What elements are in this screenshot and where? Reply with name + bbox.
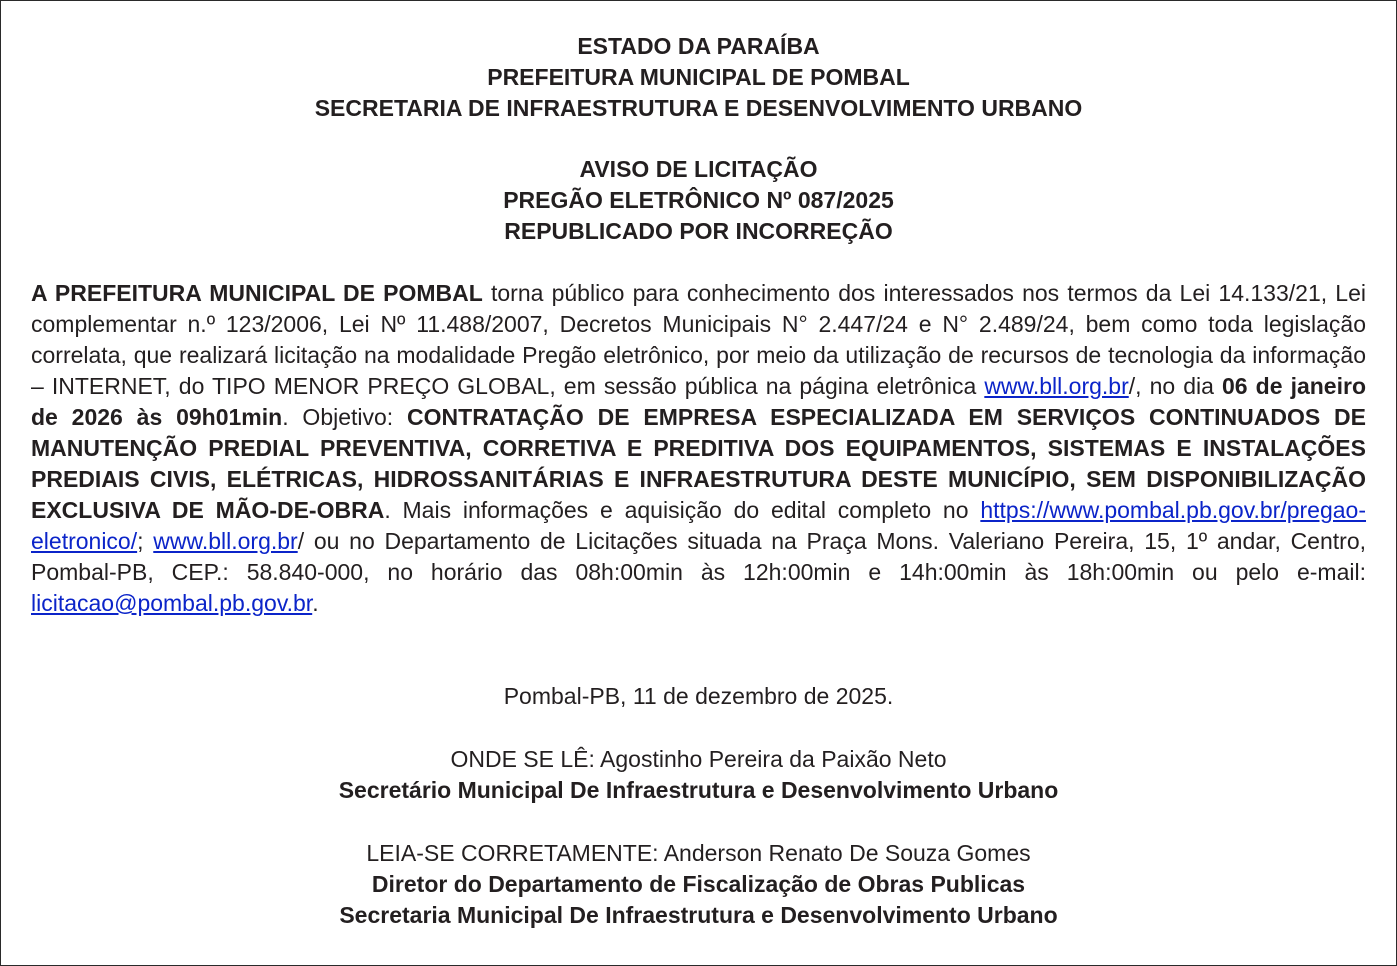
read-correctly-name: LEIA-SE CORRETAMENTE: Anderson Renato De Souza Gomes <box>366 840 1031 866</box>
read-correctly-block <box>1 838 1396 931</box>
body-address-text: / ou no Departamento de Licitações situada na Praça Mons. Valeriano Pereira, 15, 1º andar, Centro, Pombal-PB, CEP.: 58.840-000, no horário das 08h:00min às 12h:00min e 14h:00min às 18h:00min ou pelo e-mail: <box>31 528 1366 585</box>
notice-number: PREGÃO ELETRÔNICO Nº 087/2025 <box>503 187 894 213</box>
where-reads-block <box>1 744 1396 806</box>
where-reads-name: ONDE SE LÊ: Agostinho Pereira da Paixão Neto <box>450 746 947 772</box>
city-hall-name: PREFEITURA MUNICIPAL DE POMBAL <box>487 64 910 90</box>
pombal-link[interactable]: https://www.pombal.pb.gov.br/pregao-eletronico/ <box>31 497 1367 554</box>
correct-role-1: Diretor do Departamento de Fiscalização de Obras Publicas <box>371 871 1026 897</box>
where-reads-role: Secretário Municipal De Infraestrutura e Desenvolvimento Urbano <box>338 777 1059 803</box>
notice-body <box>31 278 1366 619</box>
body-intro: torna público para conhecimento dos interessados nos termos da Lei 14.133/21, Lei complementar n.º 123/2006, Lei Nº 11.488/2007, Decretos Municipais N° 2.447/24 e N° 2.489/24, bem como toda legislação correlata, que realizará licitação na modalidade Pregão eletrônico, por meio da utilização de recursos de tecnologia da informação – INTERNET, do TIPO MENOR PREÇO GLOBAL, em sessão pública na página eletrônica <box>31 280 1366 399</box>
session-date: 06 de janeiro de 2026 às 09h01min <box>31 373 1366 430</box>
bll-link[interactable]: www.bll.org.br <box>984 373 1129 399</box>
objective-label: . Objetivo: <box>282 404 408 430</box>
secretariat-name: SECRETARIA DE INFRAESTRUTURA E DESENVOLVIMENTO URBANO <box>314 95 1083 121</box>
notice-title: AVISO DE LICITAÇÃO <box>579 156 818 182</box>
objective-text: CONTRATAÇÃO DE EMPRESA ESPECIALIZADA EM SERVIÇOS CONTINUADOS DE MANUTENÇÃO PREDIAL PREVENTIVA, CORRETIVA E PREDITIVA DOS EQUIPAMENTOS, SISTEMAS E INSTALAÇÕES PREDIAIS CIVIS, ELÉTRICAS, HIDROSSANITÁRIAS E INFRAESTRUTURA DESTE MUNICÍPIO, SEM DISPONIBILIZAÇÃO EXCLUSIVA DE MÃO-DE-OBRA <box>31 404 1366 523</box>
body-end: . <box>312 590 319 616</box>
republished-note: REPUBLICADO POR INCORREÇÃO <box>504 218 893 244</box>
state-name: ESTADO DA PARAÍBA <box>577 33 820 59</box>
bll-link-2[interactable]: www.bll.org.br <box>153 528 298 554</box>
correct-role-2: Secretaria Municipal De Infraestrutura e Desenvolvimento Urbano <box>339 902 1058 928</box>
date-place: Pombal-PB, 11 de dezembro de 2025. <box>503 683 894 709</box>
entity-name: A PREFEITURA MUNICIPAL DE POMBAL <box>31 280 483 306</box>
body-after-link: /, no dia <box>1128 373 1223 399</box>
more-info-text: . Mais informações e aquisição do edital completo no <box>384 497 981 523</box>
notice-title-block <box>1 154 1396 247</box>
email-link[interactable]: licitacao@pombal.pb.gov.br <box>31 590 313 616</box>
document-header <box>1 31 1396 124</box>
link-separator: ; <box>137 528 154 554</box>
